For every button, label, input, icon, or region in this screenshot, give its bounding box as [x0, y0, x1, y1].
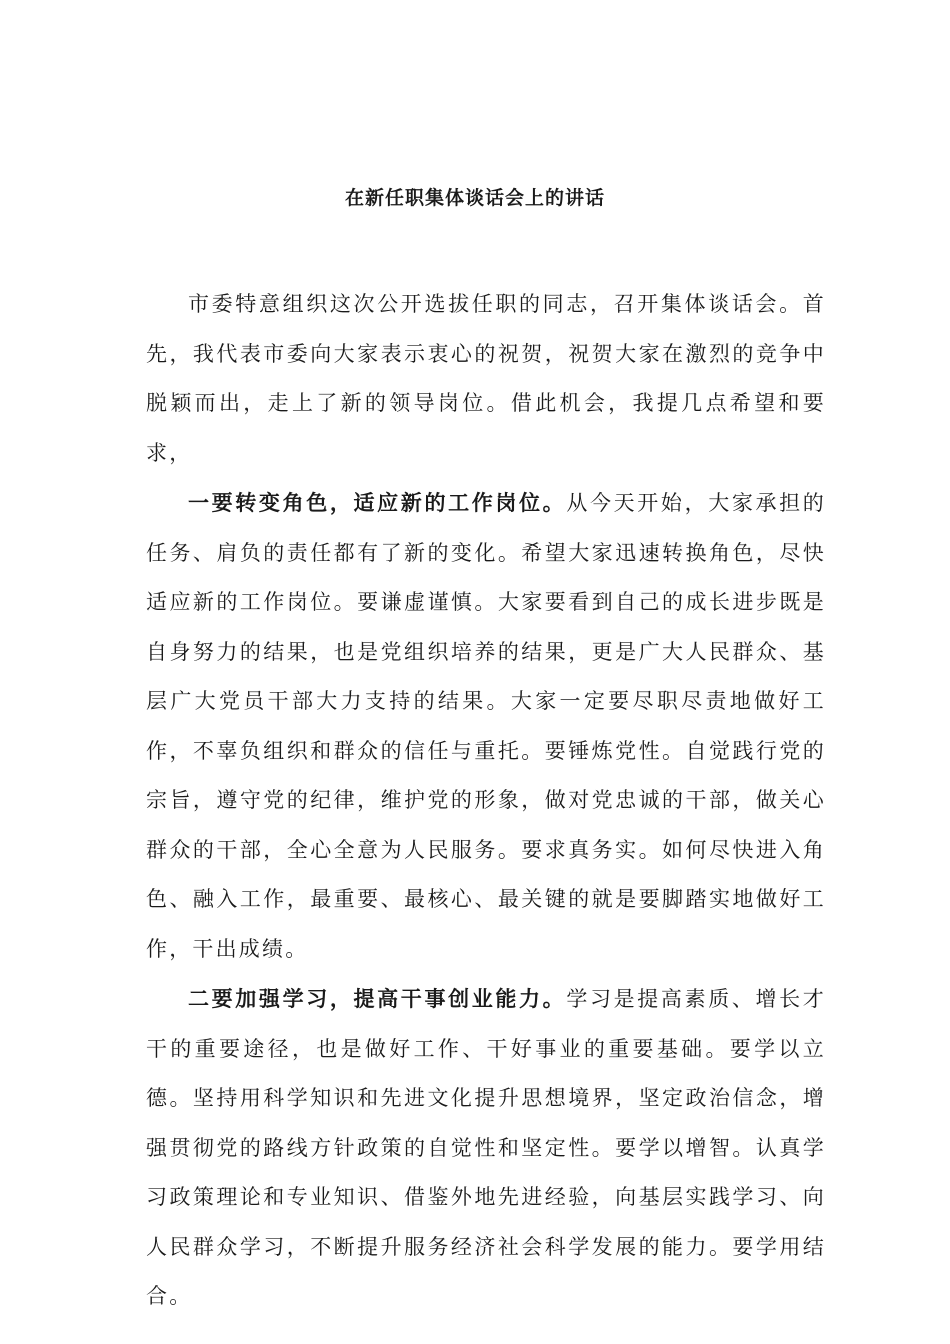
paragraph-point-one: [146, 478, 826, 974]
document-title: 在新任职集体谈话会上的讲话: [344, 187, 605, 209]
document-body: [146, 280, 826, 1322]
paragraph-text: 学习是提高素质、增长才干的重要途径，也是做好工作、干好事业的重要基础。要学以立德。坚持用科学知识和先进文化提升思想境界，坚定政治信念，增强贯彻党的路线方针政策的自觉性和坚定性。要学以增智。认真学习政策理论和专业知识、借鉴外地先进经验，向基层实践学习、向人民群众学习，不断提升服务经济社会科学发展的能力。要学用结合。: [146, 987, 827, 1308]
paragraph-text: 市委特意组织这次公开选拔任职的同志，召开集体谈话会。首先，我代表市委向大家表示衷心的祝贺，祝贺大家在激烈的竞争中脱颖而出，走上了新的领导岗位。借此机会，我提几点希望和要求，: [146, 292, 826, 465]
paragraph-text: 从今天开始，大家承担的任务、肩负的责任都有了新的变化。希望大家迅速转换角色，尽快适应新的工作岗位。要谦虚谨慎。大家要看到自己的成长进步既是自身努力的结果，也是党组织培养的结果，更是广大人民群众、基层广大党员干部大力支持的结果。大家一定要尽职尽责地做好工作，不辜负组织和群众的信任与重托。要锤炼党性。自觉践行党的宗旨，遵守党的纪律，维护党的形象，做对党忠诚的干部，做关心群众的干部，全心全意为人民服务。要求真务实。如何尽快进入角色、融入工作，最重要、最核心、最关键的就是要脚踏实地做好工作，干出成绩。: [146, 491, 827, 961]
paragraph-heading: 一要转变角色，适应新的工作岗位。: [188, 490, 567, 515]
paragraph-heading: 二要加强学习，提高干事创业能力。: [188, 986, 567, 1011]
paragraph-point-two: [146, 974, 826, 1322]
paragraph-intro: [146, 280, 826, 478]
